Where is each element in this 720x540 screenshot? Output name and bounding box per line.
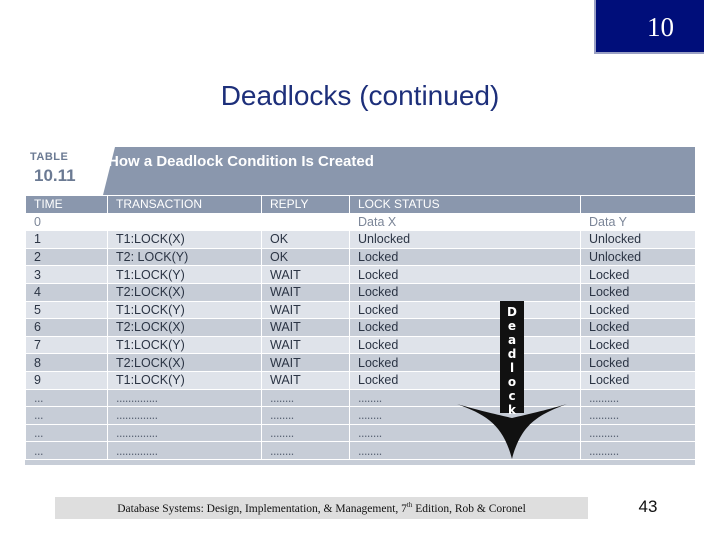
cell-transaction: T1:LOCK(Y) [108, 371, 262, 389]
table-row [26, 336, 696, 354]
cell-time: 4 [26, 283, 108, 301]
cell-data-y: Locked [581, 319, 696, 337]
cell-reply: WAIT [262, 371, 350, 389]
cell-data-y: Unlocked [581, 248, 696, 266]
cell-transaction: T1:LOCK(X) [108, 231, 262, 249]
chapter-number-box [594, 0, 704, 54]
cell-data-y: Locked [581, 301, 696, 319]
deadlock-arrow-icon [457, 301, 567, 459]
deadlock-letter: e [507, 319, 517, 333]
table-row [26, 283, 696, 301]
cell-time: ... [26, 424, 108, 442]
cell-reply: OK [262, 248, 350, 266]
cell-reply: WAIT [262, 319, 350, 337]
cell-data-y: Data Y [581, 213, 696, 231]
cell-data-y: .......... [581, 407, 696, 425]
cell-reply: OK [262, 231, 350, 249]
cell-transaction: .............. [108, 407, 262, 425]
header-lock-status-y [581, 196, 696, 214]
cell-reply: WAIT [262, 336, 350, 354]
table-row [26, 442, 696, 460]
cell-data-x: Locked [350, 354, 581, 372]
cell-time: ... [26, 407, 108, 425]
deadlock-letter: D [507, 305, 517, 319]
cell-transaction: T2:LOCK(X) [108, 319, 262, 337]
cell-data-y: Locked [581, 371, 696, 389]
cell-reply: ........ [262, 389, 350, 407]
cell-time: 7 [26, 336, 108, 354]
cell-reply: WAIT [262, 301, 350, 319]
table-label-word: TABLE [30, 151, 69, 163]
cell-data-y: Locked [581, 266, 696, 284]
deadlock-letter: o [507, 375, 517, 389]
cell-data-y: Locked [581, 354, 696, 372]
cell-transaction: T2: LOCK(Y) [108, 248, 262, 266]
cell-data-x: Locked [350, 283, 581, 301]
table-row [26, 301, 696, 319]
footer-prefix: Database Systems: Design, Implementation, & Management, 7 [117, 502, 407, 515]
cell-data-x: ........ [350, 389, 581, 407]
footer-bar [55, 497, 588, 519]
cell-time: ... [26, 389, 108, 407]
table-row [26, 319, 696, 337]
cell-time: 3 [26, 266, 108, 284]
cell-transaction: .............. [108, 442, 262, 460]
table-label-number: 10.11 [34, 166, 76, 185]
table-header-row [26, 196, 696, 214]
cell-transaction: .............. [108, 424, 262, 442]
cell-reply: ........ [262, 442, 350, 460]
cell-time: 1 [26, 231, 108, 249]
cell-data-y: .......... [581, 424, 696, 442]
cell-data-x: Locked [350, 248, 581, 266]
cell-data-y: Unlocked [581, 231, 696, 249]
deadlock-letter: a [507, 333, 517, 347]
table-caption-bar [25, 147, 695, 195]
chapter-number: 10 [647, 12, 674, 42]
cell-transaction: T1:LOCK(Y) [108, 336, 262, 354]
header-lock-status: LOCK STATUS [350, 196, 581, 214]
lock-table [25, 195, 696, 460]
header-time: TIME [26, 196, 108, 214]
cell-time: 2 [26, 248, 108, 266]
cell-reply [262, 213, 350, 231]
table-caption: How a Deadlock Condition Is Created [108, 153, 374, 170]
cell-transaction: T2:LOCK(X) [108, 283, 262, 301]
cell-data-x: Unlocked [350, 231, 581, 249]
cell-time: 5 [26, 301, 108, 319]
cell-transaction: T1:LOCK(Y) [108, 266, 262, 284]
table-row [26, 371, 696, 389]
cell-data-y: .......... [581, 442, 696, 460]
footer-superscript: th [406, 501, 413, 509]
cell-data-x: Locked [350, 266, 581, 284]
cell-transaction: T2:LOCK(X) [108, 354, 262, 372]
deadlock-letter: l [509, 361, 515, 375]
cell-reply: ........ [262, 407, 350, 425]
cell-reply: WAIT [262, 283, 350, 301]
cell-data-y: Locked [581, 283, 696, 301]
cell-data-x: Locked [350, 371, 581, 389]
cell-reply: ........ [262, 424, 350, 442]
page-number: 43 [638, 497, 658, 516]
cell-time: 8 [26, 354, 108, 372]
footer-citation [55, 501, 588, 515]
cell-data-x: ........ [350, 424, 581, 442]
header-transaction: TRANSACTION [108, 196, 262, 214]
cell-data-x: Locked [350, 336, 581, 354]
cell-time: ... [26, 442, 108, 460]
deadlock-letter: k [508, 403, 516, 417]
footer-suffix: Edition, Rob & Coronel [412, 502, 526, 515]
cell-transaction [108, 213, 262, 231]
table-row [26, 424, 696, 442]
cell-data-y: Locked [581, 336, 696, 354]
table-label-tab [25, 147, 103, 195]
cell-time: 6 [26, 319, 108, 337]
cell-time: 9 [26, 371, 108, 389]
cell-transaction: T1:LOCK(Y) [108, 301, 262, 319]
table-row [26, 213, 696, 231]
cell-data-x: Locked [350, 301, 581, 319]
cell-data-y: .......... [581, 389, 696, 407]
table-row [26, 248, 696, 266]
cell-data-x: Data X [350, 213, 581, 231]
cell-reply: WAIT [262, 266, 350, 284]
table-row [26, 389, 696, 407]
cell-reply: WAIT [262, 354, 350, 372]
table-row [26, 266, 696, 284]
cell-data-x: ........ [350, 442, 581, 460]
cell-transaction: .............. [108, 389, 262, 407]
deadlock-letter: c [508, 389, 516, 403]
table-row [26, 354, 696, 372]
table-row [26, 231, 696, 249]
table-row [26, 407, 696, 425]
deadlock-table-figure [25, 147, 695, 465]
header-reply: REPLY [262, 196, 350, 214]
deadlock-letter: d [507, 347, 517, 361]
slide-title: Deadlocks (continued) [220, 80, 500, 111]
cell-time: 0 [26, 213, 108, 231]
cell-data-x: Locked [350, 319, 581, 337]
cell-data-x: ........ [350, 407, 581, 425]
